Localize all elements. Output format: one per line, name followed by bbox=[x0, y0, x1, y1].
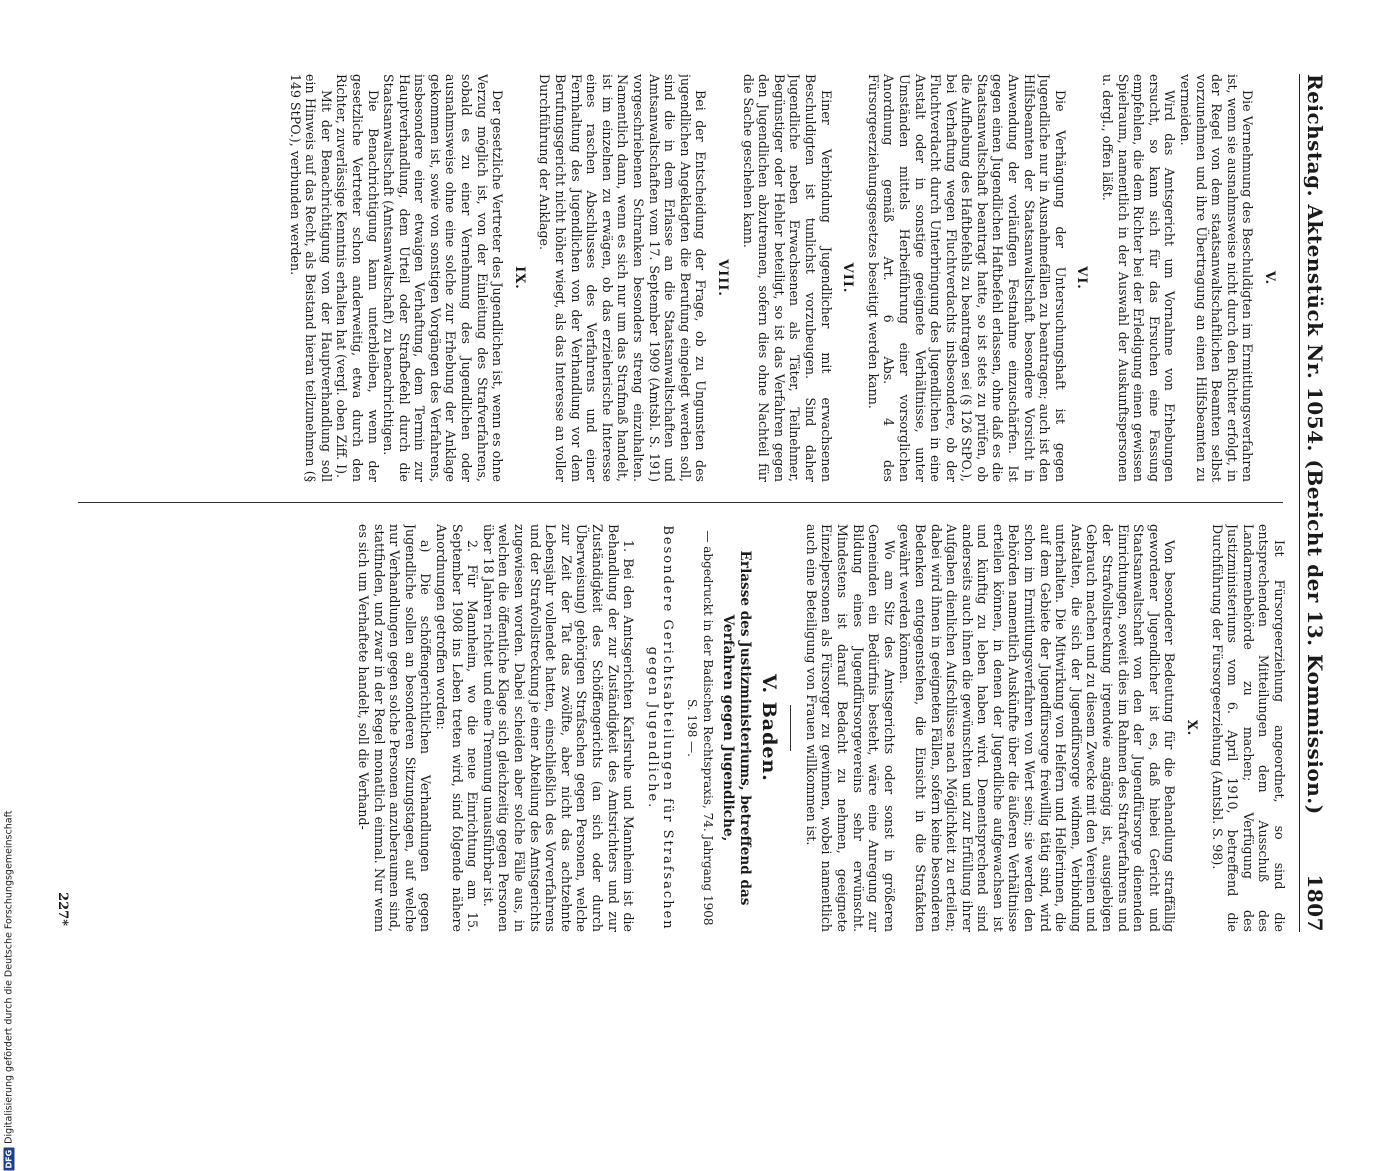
paragraph: Mit der Benachrichtigung von der Hauptverhandlung soll ein Hinweis auf das Recht, als Beistand hieran teilzunehmen (§ 149 StPO.), verbunden werden. bbox=[287, 74, 334, 482]
section-heading: X. bbox=[1184, 719, 1200, 737]
paragraph: Die Vernehmung des Beschuldigten im Ermittlungsverfahren ist, wenn sie ausnahmsweise nicht durch den Richter erfolgt, in der Regel von dem staatsanwaltschaftlichen Beamten selbst vorzunehmen und ihre Übertragung an einen Hilfsbeamten zu vermeiden. bbox=[1178, 74, 1256, 482]
page-number: 1807 bbox=[1303, 874, 1327, 932]
section-heading: VI. bbox=[1074, 266, 1090, 290]
page-body bbox=[43, 74, 1343, 932]
header-title: Reichstag. Aktenstück Nr. 1054. (Bericht der 13. Kommission.) bbox=[1303, 74, 1327, 815]
paragraph: Die Benachrichtigung kann unterbleiben, wenn der gesetzliche Vertreter schon anderweitig, etwa durch den Richter, zuverlässige Kenntnis erhalten hat (vergl. oben Ziff. I). bbox=[334, 74, 381, 482]
paragraph: 1. Bei den Amtsgerichten Karlsruhe und Mannheim ist die Behandlung der zur Zuständigkeit des Amtsrichters und zur Zuständigkeit des Schöffengerichts (an sich oder durch Überweisung) gehörigen Strafsachen gegen Personen, welche zur Zeit der Tat das zwölfte, aber nicht das achtzehnte Lebensjahr vollendet hatten, einschließlich des Vorverfahrens und der Strafvollstreckung je einer Abteilung des Amtsgerichts zugewiesen worden. Dabei scheiden aber solche Fälle aus, in welchen die öffentliche Klage sich gleichzeitig gegen Personen über 18 Jahren richtet und eine Trennung unausführbar ist. bbox=[480, 524, 637, 932]
paragraph: Wo am Sitz des Amtsgerichts oder sonst in größeren Gemeinden ein Bedürfnis besteht, wäre eine Anregung zur Bildung eines Jugendfürsorgevereins sehr erwünscht. Mindestens ist darauf Bedacht zu nehmen, geeignete Einzelpersonen als Fürsorger zu gewinnen, wobei namentlich auch eine Beteiligung von Frauen willkommen ist. bbox=[803, 524, 897, 932]
section-heading: VIII. bbox=[715, 259, 730, 297]
signature-mark: 227* bbox=[55, 892, 70, 926]
running-header bbox=[1299, 74, 1343, 932]
credit-text: Digitalisierung gefördert durch die Deutsche Forschungsgemeinschaft bbox=[3, 810, 15, 1144]
paragraph: Bei der Entscheidung der Frage, ob zu Ungunsten des jugendlichen Angeklagten die Berufung eingelegt werden soll, sind die in dem Erlasse an die Staatsanwaltschaften und Amtsanwaltschaften vom 17. September 1909 (Amtsbl. S. 191) vorgeschriebenen Schranken besonders streng einzuhalten. Namentlich dann, wenn es sich nur um das Strafmaß handelt, ist im einzelnen zu erwägen, ob das erzieherische Interesse eines raschen Abschlusses des Verfahrens und einer Fernhaltung des Jugendlichen von der Verhandlung vor dem Berufungsgericht nicht höher wiegt, als das Interesse an voller Durchführung der Anklage. bbox=[537, 74, 709, 482]
digitization-credit bbox=[2, 606, 16, 1169]
section-heading: VII. bbox=[840, 262, 856, 294]
right-column bbox=[62, 524, 1287, 932]
paragraph: Ist Fürsorgeerziehung angeordnet, so sind die entsprechenden Mitteilungen dem Ausschuß des Landarmenbehörde zu machen; Verfügung des Justizministeriums vom 6. April 1910, betreffend die Durchführung der Fürsorgeerziehung (Amtsbl. S. 98). bbox=[1209, 524, 1287, 932]
paragraph: Wird das Amtsgericht um Vornahme von Erhebungen ersucht, so kann sich für das Ersuchen eine Fassung empfehlen, die dem Richter bei der Erledigung einen gewissen Spielraum, namentlich in der Auswahl der Auskunftspersonen u. dergl., offen läßt. bbox=[1100, 74, 1178, 482]
paragraph: 2. Für Mannheim, wo die neue Einrichtung am 15. September 1908 ins Leben treten wird, sind folgende nähere Anordnungen getroffen worden: bbox=[434, 524, 481, 932]
chapter-heading: V. Baden. bbox=[758, 674, 781, 782]
paragraph: Die Verhängung der Untersuchungshaft ist gegen Jugendliche nur in Ausnahmefällen zu beantragen; auch ist den Hilfsbeamten der Staatsanwaltschaft besondere Vorsicht in Anwendung der vorläufigen Festnahme einzuschärfen. Ist gegen einen Jugendlichen Haftbefehl erlassen, ohne daß es die Staatsanwaltschaft beantragt hatte, so ist stets zu prüfen, ob die Aufhebung des Haftbefehls zu beantragen sei (§ 126 StPO.), bei Verhaftung wegen Fluchtverdachts insbesondere, ob der Fluchtverdacht durch Unterbringung des Jugendlichen in eine Anstalt oder in sonstige geeignete Verhältnisse, unter Umständen mittels Herbeiführung einer vorsorglichen Anordnung gemäß Art. 6 Abs. 4 des Fürsorgeerziehungsgesetzes beseitigt werden kann. bbox=[865, 74, 1068, 482]
section-rule bbox=[790, 705, 791, 751]
section-heading: V. bbox=[1262, 270, 1277, 286]
section-subtitle: Besondere Gerichtsabteilungen für Strafsachen gegen Jugendliche. bbox=[644, 525, 676, 931]
decree-title: Erlasse des Justizministeriums, betreffend das Verfahren gegen Jugendliche, bbox=[719, 550, 753, 906]
section-heading: IX. bbox=[511, 266, 527, 290]
dfg-logo-icon: DFG bbox=[4, 1149, 14, 1169]
left-column bbox=[62, 74, 1287, 482]
column-divider bbox=[78, 502, 1283, 503]
source-note: — abgedruckt in der Badischen Rechtspraxis, 74. Jahrgang 1908 S. 198 —. bbox=[685, 530, 715, 926]
paragraph: Der gesetzliche Vertreter des Jugendlichen ist, wenn es ohne Verzug möglich ist, von der Einleitung des Strafverfahrens, sobald es zu einer Vernehmung des Jugendlichen oder ausnahmsweise ohne eine solche zur Erhebung der Anklage gekommen ist, sowie von sonstigen Vorgängen des Verfahrens, insbesondere einer etwaigen Verhaftung, dem Termin zur Hauptverhandlung, dem Urteil oder Strafbefehl durch die Staatsanwaltschaft (Amtsanwaltschaft) zu benachrichtigen. bbox=[381, 74, 506, 482]
paragraph: Von besonderer Bedeutung für die Behandlung straffällig gewordener Jugendlicher ist es, daß hiebei Gericht und Staatsanwaltschaft von den der Jugendfürsorge dienenden Einrichtungen, soweit dies im Rahmen des Strafverfahrens und der Strafvollstreckung irgendwie angängig ist, ausgiebigen Gebrauch machen und zu diesem Zwecke mit den Vereinen und Anstalten, die sich der Jugendfürsorge widmen, Verbindung unterhalten. Die Mitwirkung von Helfern und Helferinnen, die auf dem Gebiete der Jugendfürsorge freiwillig tätig sind, wird schon im Ermittlungsverfahren von Wert sein; sie werden den Behörden namentlich Auskünfte über die äußeren Verhältnisse erteilen können, in denen der Jugendliche aufgewachsen ist und künftig zu leben haben wird. Dementsprechend sind anderseits auch ihnen die gewünschten und zur Erfüllung ihrer Aufgaben dienlichen Aufschlüsse nach Möglichkeit zu erteilen; dabei wird ihnen in geeigneten Fällen, sofern keine besonderen Bedenken entgegenstehen, die Einsicht in die Strafakten gewährt werden können. bbox=[897, 524, 1178, 932]
paragraph: Einer Verbindung Jugendlicher mit erwachsenen Beschuldigten ist tunlichst vorzubeugen. Sind daher Jugendliche neben Erwachsenen als Täter, Teilnehmer, Begünstiger oder Hehler beteiligt, so ist das Verfahren gegen den Jugendlichen abzutrennen, sofern dies ohne Nachteil für die Sache geschehen kann. bbox=[740, 74, 834, 482]
paragraph: a) Die schöffengerichtlichen Verhandlungen gegen Jugendliche sollen an besonderen Sitzungstagen, auf welche nur Verhandlungen gegen solche Personen anzuberaumen sind, stattfinden, und zwar in der Regel monatlich einmal. Nur wenn es sich um Verhaftete handelt, soll die Verhand- bbox=[356, 524, 434, 932]
